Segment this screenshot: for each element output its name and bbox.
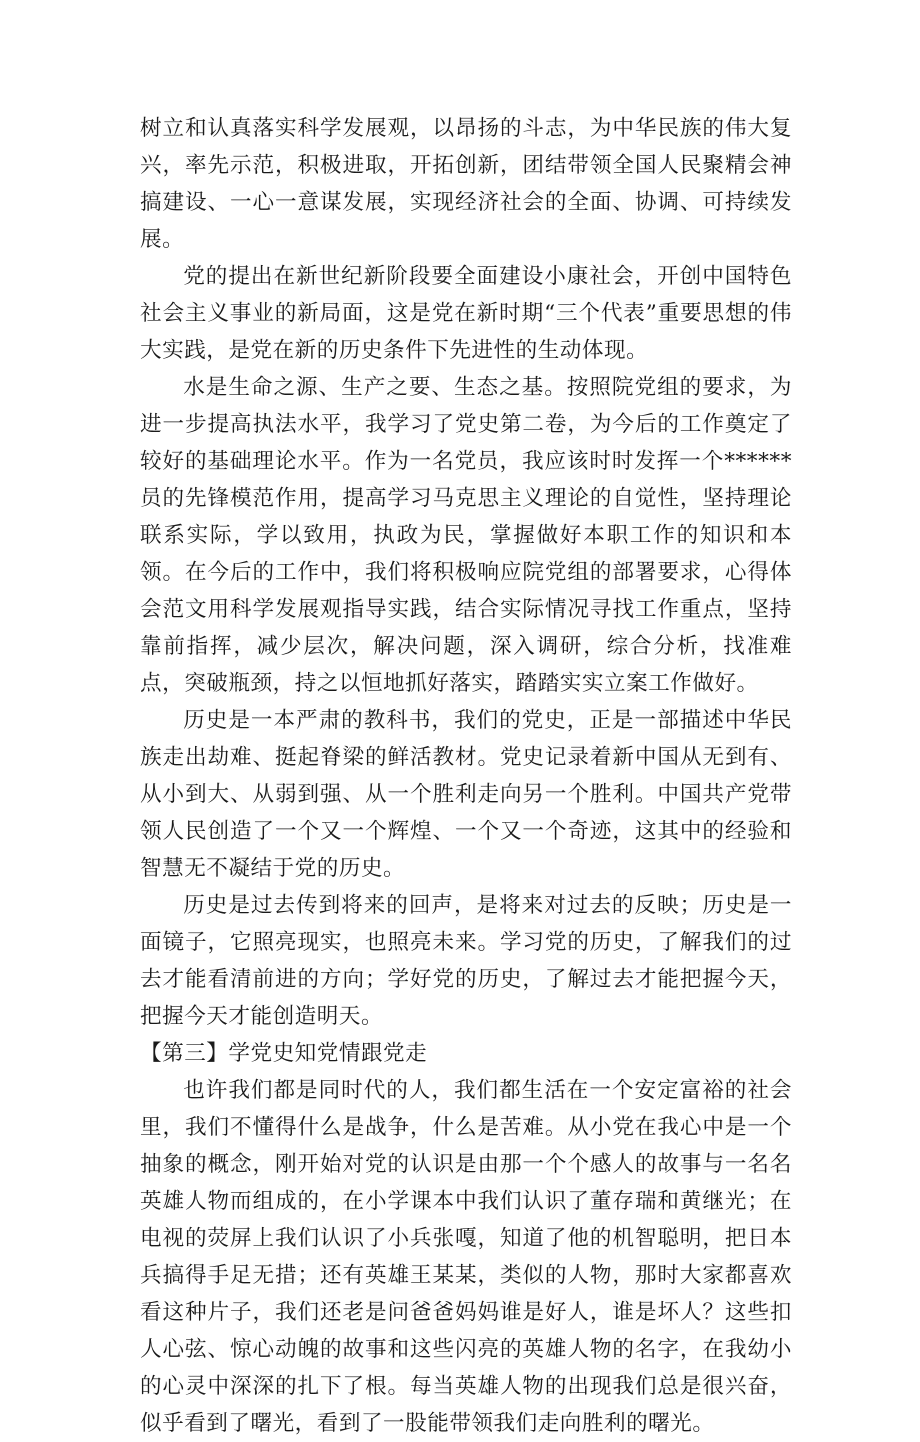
paragraph: 历史是过去传到将来的回声，是将来对过去的反映；历史是一面镜子，它照亮现实，也照亮未来。学习党的历史，了解我们的过去才能看清前进的方向；学好党的历史，了解过去才能把握今天，把握今天才能创造明天。 (140, 893, 792, 1029)
paragraph: 水是生命之源、生产之要、生态之基。按照院党组的要求，为进一步提高执法水平，我学习了党史第二卷，为今后的工作奠定了较好的基础理论水平。作为一名党员，我应该时时发挥一个******员的先锋模范作用，提高学习马克思主义理论的自觉性，坚持理论联系实际，学以致用，执政为民，掌握做好本职工作的知识和本领。在今后的工作中，我们将积极响应院党组的部署要求，心得体会范文用科学发展观指导实践，结合实际情况寻找工作重点，坚持靠前指挥，减少层次，解决问题，深入调研，综合分析，找准难点，突破瓶颈，持之以恒地抓好落实，踏踏实实立案工作做好。 (140, 375, 792, 696)
paragraph-continued: 树立和认真落实科学发展观，以昂扬的斗志，为中华民族的伟大复兴，率先示范，积极进取，开拓创新，团结带领全国人民聚精会神搞建设、一心一意谋发展，实现经济社会的全面、协调、可持续发展。 (140, 116, 792, 252)
section-heading: 【第三】学党史知党情跟党走 (140, 1041, 428, 1066)
document-page (140, 110, 792, 1442)
paragraph: 历史是一本严肃的教科书，我们的党史，正是一部描述中华民族走出劫难、挺起脊梁的鲜活教材。党史记录着新中国从无到有、从小到大、从弱到强、从一个胜利走向另一个胜利。中国共产党带领人民创造了一个又一个辉煌、一个又一个奇迹，这其中的经验和智慧无不凝结于党的历史。 (140, 708, 792, 881)
paragraph: 党的提出在新世纪新阶段要全面建设小康社会，开创中国特色社会主义事业的新局面，这是党在新时期“三个代表”重要思想的伟大实践，是党在新的历史条件下先进性的生动体现。 (140, 264, 792, 363)
section-paragraph: 也许我们都是同时代的人，我们都生活在一个安定富裕的社会里，我们不懂得什么是战争，什么是苦难。从小党在我心中是一个抽象的概念，刚开始对党的认识是由那一个个感人的故事与一名名英雄人物而组成的，在小学课本中我们认识了董存瑞和黄继光；在电视的荧屏上我们认识了小兵张嘎，知道了他的机智聪明，把日本兵搞得手足无措；还有英雄王某某，类似的人物，那时大家都喜欢看这种片子，我们还老是问爸爸妈妈谁是好人，谁是坏人？这些扣人心弦、惊心动魄的故事和这些闪亮的英雄人物的名字，在我幼小的心灵中深深的扎下了根。每当英雄人物的出现我们总是很兴奋，似乎看到了曙光，看到了一股能带领我们走向胜利的曙光。 (140, 1078, 792, 1436)
